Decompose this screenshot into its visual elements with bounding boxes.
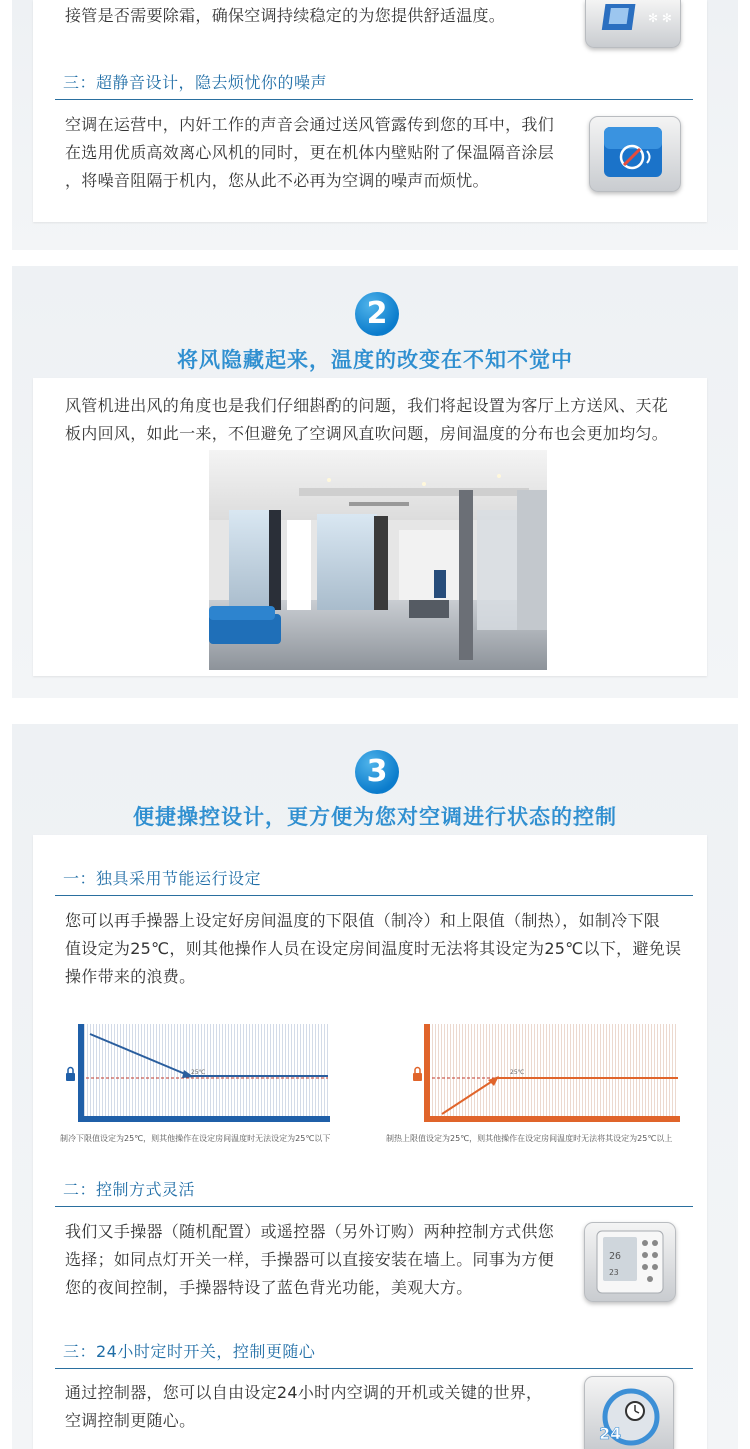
section3-para-3: 通过控制器，您可以自由设定24小时内空调的开机或关键的世界， 空调控制更随心。 — [65, 1383, 543, 1430]
section3-heading-2: 二：控制方式灵活 — [63, 1180, 196, 1199]
section1-para-3: 空调在运营中，内奸工作的声音会通过送风管露传到您的耳中，我们 在选用优质高效离心风机的同时，更在机体内壁贴附了保温隔音涂层 ，将噪音阻隔于机内，您从此不必再为空调的噪声而烦忧。 — [65, 115, 555, 190]
section3-para-1: 您可以再手操器上设定好房间温度的下限值（制冷）和上限值（制热），如制冷下限 值设定为25℃，则其他操作人员在设定房间温度时无法将其设定为25℃以下，避免误 操作带来的浪费。 — [65, 911, 682, 986]
section2-para: 风管机进出风的角度也是我们仔细斟酌的问题，我们将起设置为客厅上方送风、天花 板内回风，如此一来，不但避免了空调风直吹问题，房间温度的分布也会更加均匀。 — [65, 396, 669, 443]
heating-limit-diagram — [402, 1020, 682, 1125]
timer-24h-icon — [584, 1376, 674, 1449]
svg-text:26: 26 — [609, 1251, 622, 1262]
svg-text:23: 23 — [609, 1268, 619, 1277]
section3-heading-3: 三：24小时定时开关，控制更随心 — [63, 1342, 316, 1361]
cooling-limit-diagram — [60, 1020, 335, 1125]
section3-title: 便捷操控设计，更方便为您对空调进行状态的控制 — [133, 805, 617, 829]
section3-para-2: 我们又手操器（随机配置）或遥控器（另外订购）两种控制方式供您 选择；如同点灯开关一样，手操器可以直接安装在墙上。同事为方便 您的夜间控制，手操器特设了蓝色背光功能，美观大方。 — [65, 1222, 555, 1297]
section3-heading-1: 一：独具采用节能运行设定 — [63, 869, 262, 888]
cooling-limit-caption: 制冷下限值设定为25℃，则其他操作在设定房间温度时无法设定为25℃以下 — [60, 1134, 331, 1143]
section1-heading-3: 三：超静音设计，隐去烦忧你的噪声 — [63, 73, 328, 92]
divider — [55, 1368, 693, 1369]
divider — [55, 895, 693, 896]
defrost-icon — [585, 0, 681, 48]
section3-number-badge: 3 — [355, 750, 399, 794]
controller-icon — [584, 1222, 676, 1302]
divider — [55, 1206, 693, 1207]
section2-number-badge: 2 — [355, 292, 399, 336]
heating-limit-label: 25℃ — [510, 1069, 525, 1076]
cooling-limit-label: 25℃ — [191, 1069, 206, 1076]
divider — [55, 99, 693, 100]
heating-limit-caption: 制热上限值设定为25℃，则其他操作在设定房间温度时无法将其设定为25℃以上 — [386, 1134, 673, 1143]
mute-icon — [589, 116, 681, 192]
defrost-text: 接管是否需要除霜，确保空调持续稳定的为您提供舒适温度。 — [65, 6, 506, 25]
living-room-photo — [209, 450, 547, 670]
svg-text:✻ ✻: ✻ ✻ — [648, 11, 672, 25]
section2-title: 将风隐藏起来，温度的改变在不知不觉中 — [177, 348, 573, 372]
svg-text:24: 24 — [599, 1424, 622, 1443]
